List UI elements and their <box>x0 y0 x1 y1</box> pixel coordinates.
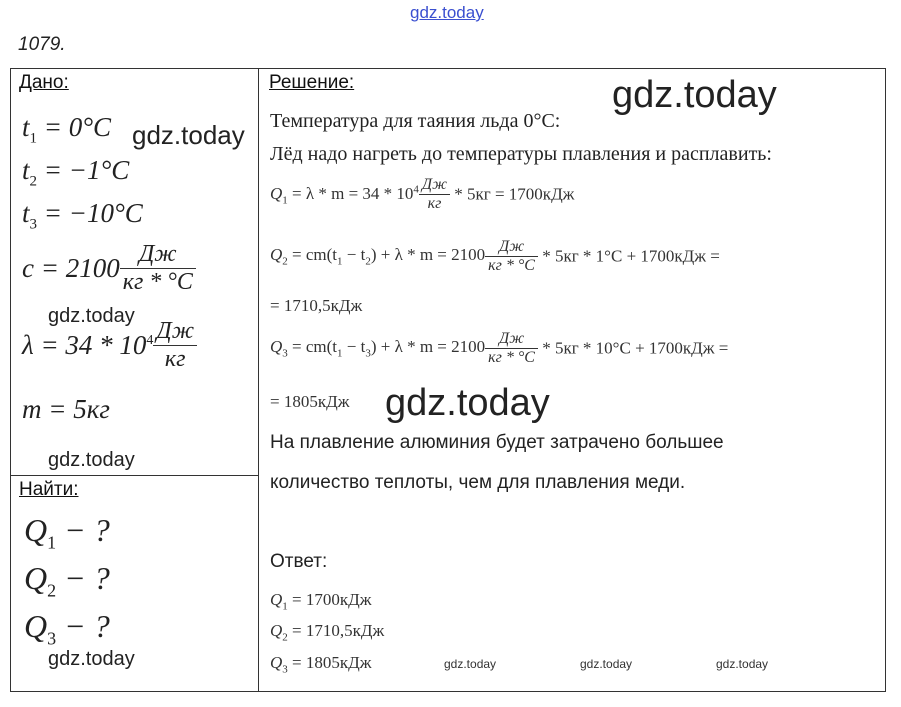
watermark: gdz.today <box>580 657 633 671</box>
watermark: gdz.today <box>385 382 550 424</box>
answer-q3: $Q_3 = 1805кДж$ <box>270 653 372 676</box>
find-q3: $Q_3$ − ? <box>24 608 110 649</box>
given-t3: $t_3 = -10^\circ C$ <box>22 198 143 233</box>
answer-header: Ответ: <box>270 551 328 572</box>
equation-q2: $Q_2 = cm(t_1 - t_2) + \lambda * m = 2100$ $\frac{Дж}{кг * ^\circ C}$ * 5кг * 1°C + 1700кДж = <box>270 238 720 274</box>
find-header: Найти: <box>19 479 79 500</box>
conclusion-line-2: количество теплоты, чем для плавления меди. <box>270 472 686 493</box>
watermark: gdz.today <box>132 120 245 150</box>
solution-header: Решение: <box>269 72 355 93</box>
watermark: gdz.today <box>48 449 135 471</box>
find-q1: $Q_1$ − ? <box>24 512 110 553</box>
given-t2: $t_2 = -1^\circ C$ <box>22 155 130 190</box>
watermark: gdz.today <box>48 305 135 327</box>
problem-number: 1079. <box>18 34 66 55</box>
solution-line-1: Температура для таяния льда 0°C: <box>270 110 561 132</box>
watermark: gdz.today <box>716 657 769 671</box>
watermark: gdz.today <box>612 74 777 116</box>
watermark: gdz.today <box>48 648 135 670</box>
solution-line-2: Лёд надо нагреть до температуры плавления и расплавить: <box>270 143 772 165</box>
watermark: gdz.today <box>444 657 497 671</box>
conclusion-line-1: На плавление алюминия будет затрачено большее <box>270 432 724 453</box>
given-mass: m = 5кг <box>22 394 110 424</box>
given-t1: $t_1 = 0^\circ C$ <box>22 112 112 147</box>
equation-q3: $Q_3 = cm(t_1 - t_3) + \lambda * m = 2100$ $\frac{Дж}{кг * ^\circ C}$ * 5кг * 10°C + 1700кДж = <box>270 330 729 366</box>
top-watermark-link[interactable]: gdz.today <box>410 3 484 22</box>
given-specific-heat: c = 2100 $\frac{Дж}{кг * ^\circ C}$ <box>22 241 196 296</box>
equation-q2-result: = 1710,5кДж <box>270 296 363 315</box>
find-q2: $Q_2$ − ? <box>24 560 110 601</box>
answer-q2: $Q_2 = 1710,5кДж$ <box>270 621 385 644</box>
given-latent-heat: $\lambda = 34 * 10^4$ $\frac{Дж}{кг}$ <box>22 318 197 373</box>
equation-q1: $Q_1 = \lambda * m = 34 * 10^4$ $\frac{Дж}{кг}$ * 5кг = 1700кДж <box>270 176 575 212</box>
given-header: Дано: <box>19 72 69 93</box>
column-divider <box>258 68 259 692</box>
given-find-divider <box>10 475 259 476</box>
equation-q3-result: = 1805кДж <box>270 392 350 411</box>
answer-q1: $Q_1 = 1700кДж$ <box>270 590 372 613</box>
